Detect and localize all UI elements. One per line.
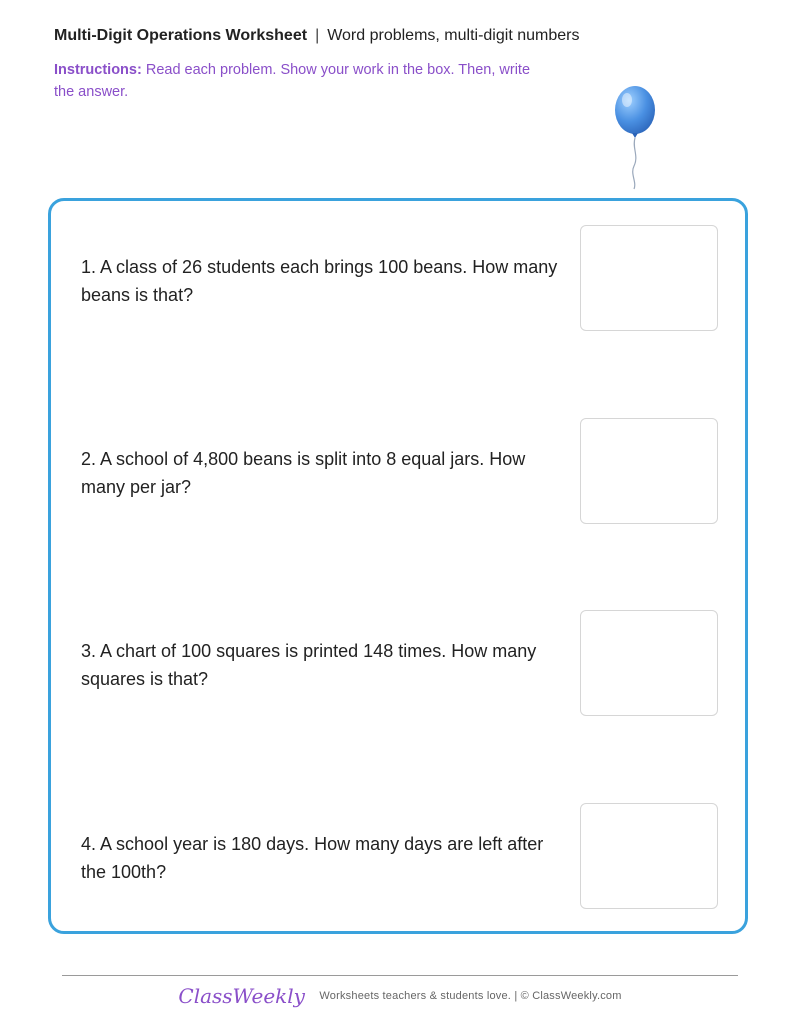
problem-2: 2. A school of 4,800 beans is split into 8 equal jars. How many per jar?: [81, 449, 526, 497]
brand-logo: ClassWeekly: [178, 984, 305, 1008]
footer-divider: [62, 975, 738, 976]
worksheet-title: Multi-Digit Operations Worksheet: [54, 27, 308, 44]
answer-box-1[interactable]: [580, 225, 718, 331]
worksheet-subtitle: Word problems, multi-digit numbers: [327, 27, 580, 44]
instructions: [54, 59, 534, 103]
problem-4: 4. A school year is 180 days. How many days are left after the 100th?: [81, 834, 544, 882]
instructions-text: Read each problem. Show your work in the box. Then, write the answer.: [54, 62, 531, 100]
footer: [0, 984, 800, 1008]
problem-3: 3. A chart of 100 squares is printed 148 times. How many squares is that?: [81, 641, 537, 689]
instructions-lead: Instructions:: [54, 62, 142, 78]
answer-box-2[interactable]: [580, 418, 718, 524]
footer-tagline: Worksheets teachers & students love. | © ClassWeekly.com: [319, 990, 622, 1002]
answer-box-3[interactable]: [580, 610, 718, 716]
worksheet-header: [54, 27, 579, 45]
answer-box-4[interactable]: [580, 803, 718, 909]
balloon-icon: [612, 86, 658, 190]
header-separator: |: [315, 27, 320, 44]
problem-1: 1. A class of 26 students each brings 100 beans. How many beans is that?: [81, 257, 558, 305]
